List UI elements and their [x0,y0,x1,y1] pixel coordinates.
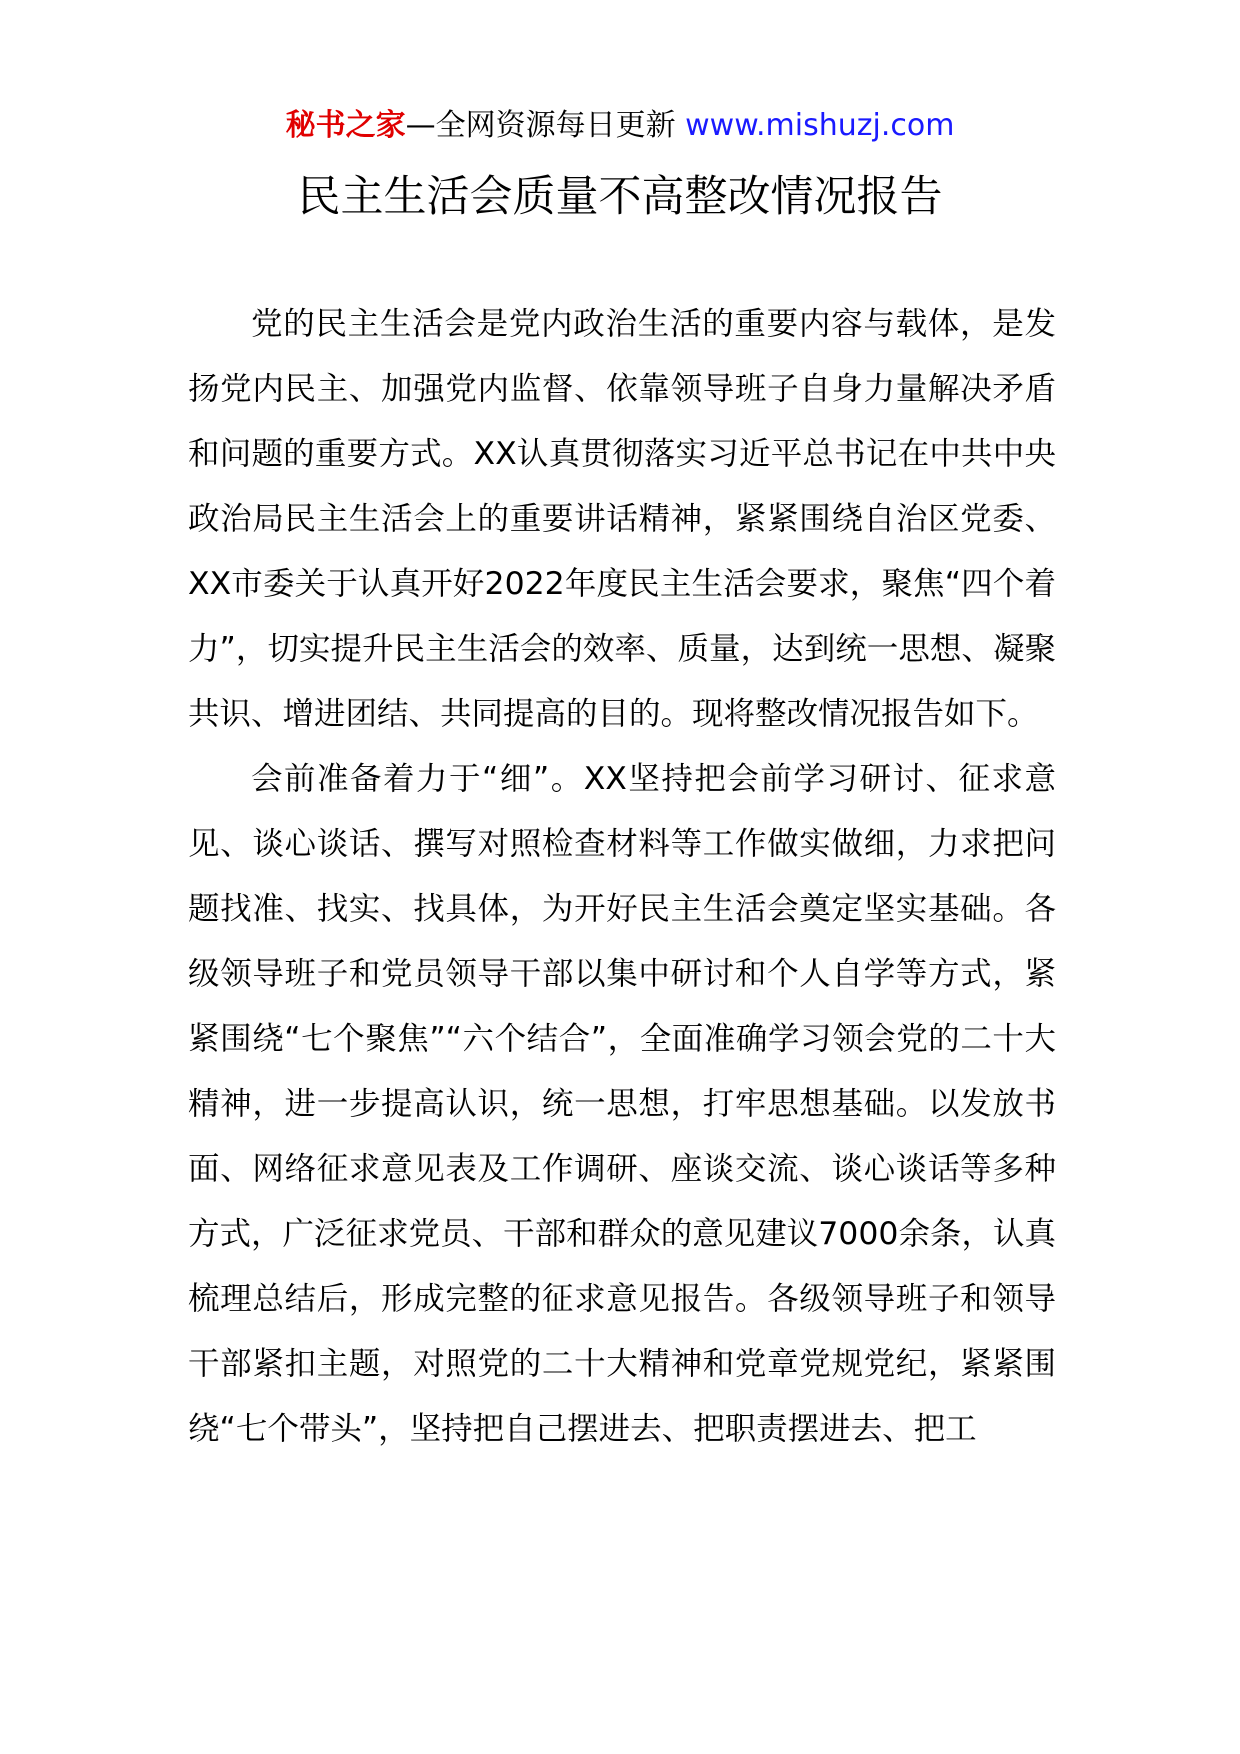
site-url-link[interactable]: www.mishuzj.com [685,108,955,143]
paragraph-2: 会前准备着力于“细”。XX坚持把会前学习研讨、征求意见、谈心谈话、撰写对照检查材料等工作做实做细，力求把问题找准、找实、找具体，为开好民主生活会奠定坚实基础。各级领导班子和党员领导干部以集中研讨和个人自学等方式，紧紧围绕“七个聚焦”“六个结合”，全面准确学习领会党的二十大精神，进一步提高认识，统一思想，打牢思想基础。以发放书面、网络征求意见表及工作调研、座谈交流、谈心谈话等多种方式，广泛征求党员、干部和群众的意见建议7000余条，认真梳理总结后，形成完整的征求意见报告。各级领导班子和领导干部紧扣主题，对照党的二十大精神和党章党规党纪，紧紧围绕“七个带头”，坚持把自己摆进去、把职责摆进去、把工 [188,761,1056,1447]
document-title: 民主生活会质量不高整改情况报告 [297,172,943,222]
document-body [188,292,1056,1462]
paragraph-1: 党的民主生活会是党内政治生活的重要内容与载体，是发扬党内民主、加强党内监督、依靠领导班子自身力量解决矛盾和问题的重要方式。XX认真贯彻落实习近平总书记在中共中央政治局民主生活会上的重要讲话精神，紧紧围绕自治区党委、XX市委关于认真开好2022年度民主生活会要求，聚焦“四个着力”，切实提升民主生活会的效率、质量，达到统一思想、凝聚共识、增进团结、共同提高的目的。现将整改情况报告如下。 [188,306,1056,732]
brand-tagline: —全网资源每日更新 [405,108,676,143]
brand-name: 秘书之家 [285,108,406,143]
site-header [0,104,1240,148]
